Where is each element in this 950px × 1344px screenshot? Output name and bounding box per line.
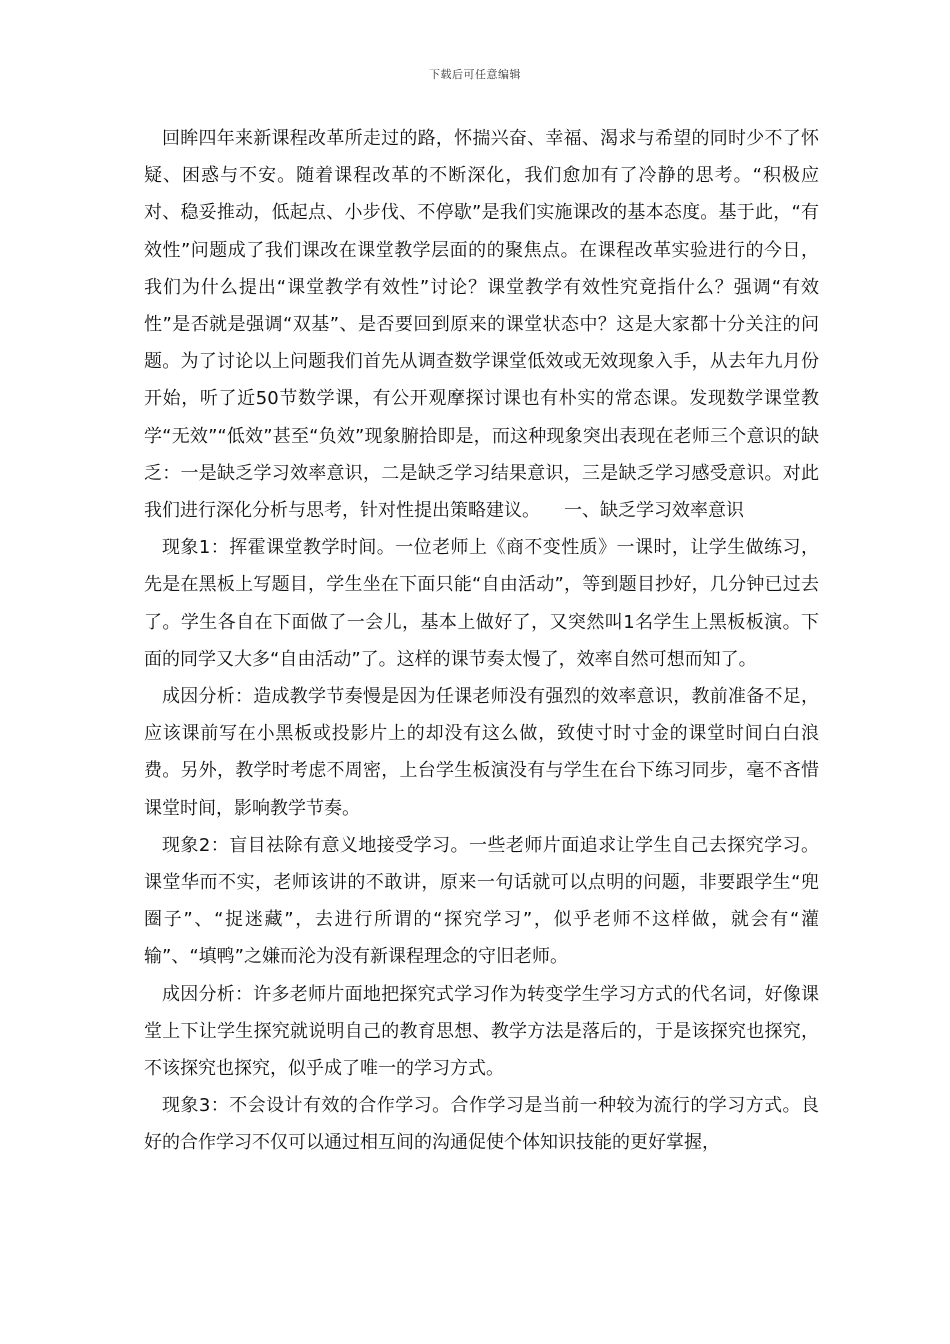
paragraph-analysis-2: 成因分析：许多老师片面地把探究式学习作为转变学生学习方式的代名词，好像课堂上下让学生探究就说明自己的教育思想、教学方法是落后的，于是该探究也探究，不该探究也探究，似乎成了唯一的学习方式。 <box>144 983 819 1080</box>
paragraph-intro <box>144 120 819 529</box>
section-heading: 一、缺乏学习效率意识 <box>564 500 744 522</box>
page-header-note: 下载后可任意编辑 <box>429 68 521 81</box>
paragraph-phenomenon-2: 现象2：盲目祛除有意义地接受学习。一些老师片面追求让学生自己去探究学习。课堂华而不实，老师该讲的不敢讲，原来一句话就可以点明的问题，非要跟学生“兜圈子”、“捉迷藏”，去进行所谓的“探究学习”，似乎老师不这样做，就会有“灌输”、“填鸭”之嫌而沦为没有新课程理念的守旧老师。 <box>144 834 819 968</box>
paragraph-analysis-1: 成因分析：造成教学节奏慢是因为任课老师没有强烈的效率意识，教前准备不足，应该课前写在小黑板或投影片上的却没有这么做，致使寸时寸金的课堂时间白白浪费。另外，教学时考虑不周密，上台学生板演没有与学生在台下练习同步，毫不吝惜课堂时间，影响教学节奏。 <box>144 686 819 819</box>
document-body <box>144 120 819 1162</box>
paragraph-phenomenon-3: 现象3：不会设计有效的合作学习。合作学习是当前一种较为流行的学习方式。良好的合作学习不仅可以通过相互间的沟通促使个体知识技能的更好掌握， <box>144 1095 819 1154</box>
paragraph-phenomenon-1: 现象1：挥霍课堂教学时间。一位老师上《商不变性质》一课时，让学生做练习，先是在黑板上写题目，学生坐在下面只能“自由活动”，等到题目抄好，几分钟已过去了。学生各自在下面做了一会儿，基本上做好了，又突然叫1名学生上黑板板演。下面的同学又大多“自由活动”了。这样的课节奏太慢了，效率自然可想而知了。 <box>144 537 819 670</box>
paragraph-intro-text: 回眸四年来新课程改革所走过的路，怀揣兴奋、幸福、渴求与希望的同时少不了怀疑、困惑与不安。随着课程改革的不断深化，我们愈加有了冷静的思考。“积极应对、稳妥推动，低起点、小步伐、不停歇”是我们实施课改的基本态度。基于此，“有效性”问题成了我们课改在课堂教学层面的的聚焦点。在课程改革实验进行的今日，我们为什么提出“课堂教学有效性”讨论？课堂教学有效性究竟指什么？强调“有效性”是否就是强调“双基”、是否要回到原来的课堂状态中？这是大家都十分关注的问题。为了讨论以上问题我们首先从调查数学课堂低效或无效现象入手，从去年九月份开始，听了近50节数学课，有公开观摩探讨课也有朴实的常态课。发现数学课堂教学“无效”“低效”甚至“负效”现象腑拾即是，而这种现象突出表现在老师三个意识的缺乏：一是缺乏学习效率意识，二是缺乏学习结果意识，三是缺乏学习感受意识。对此我们进行深化分析与思考，针对性提出策略建议。 <box>144 128 819 522</box>
